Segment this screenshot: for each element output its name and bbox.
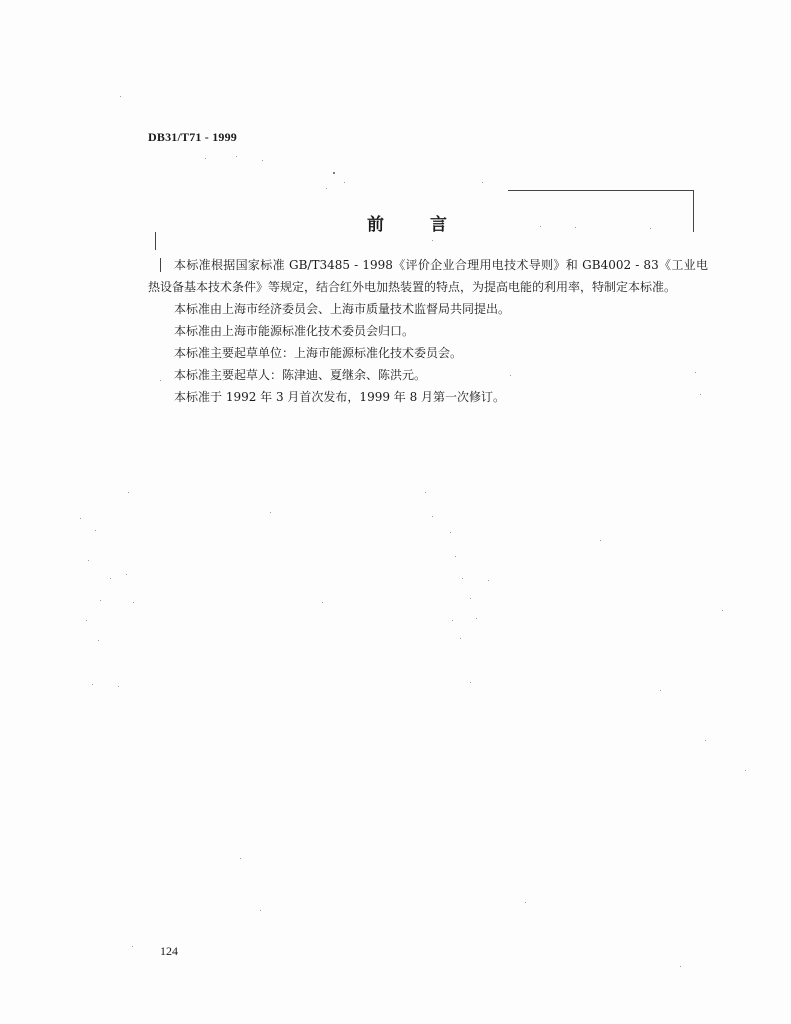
foreword-paragraph-drafting-unit: 本标准主要起草单位：上海市能源标准化技术委员会。	[174, 346, 463, 360]
foreword-paragraph-drafters: 本标准主要起草人：陈津迪、夏继余、陈洪元。	[174, 368, 427, 382]
foreword-paragraph-proposer: 本标准由上海市经济委员会、上海市质量技术监督局共同提出。	[174, 302, 511, 316]
foreword-paragraph-history: 本标准于 1992 年 3 月首次发布，1999 年 8 月第一次修订。	[174, 390, 506, 404]
standard-code: DB31/T71 - 1999	[148, 130, 238, 144]
foreword-paragraph-basis: 本标准根据国家标准 GB/T3485 - 1998《评价企业合理用电技术导则》和 GB4002 - 83《工业电热设备基本技术条件》等规定，结合红外电加热装置的特点，为提高电能的利用率，特制定本标准。	[148, 258, 708, 294]
page-title: 前言	[367, 215, 493, 235]
page-number: 124	[160, 944, 178, 958]
foreword-paragraph-centralized: 本标准由上海市能源标准化技术委员会归口。	[174, 324, 415, 338]
foreword-body	[148, 254, 708, 408]
